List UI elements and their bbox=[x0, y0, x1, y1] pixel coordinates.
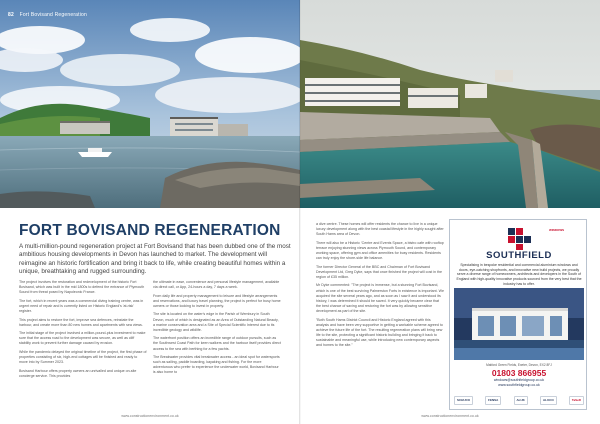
paragraph: a dive centre. These homes will offer residents the chance to live in a unique luxury development along with the best coastal lifestyle in the highly sought after South Hams area of Devon. bbox=[316, 222, 444, 237]
paragraph: The former Director General of the BBC and Chairman of Fort Bovisand Development Ltd, Greg Dyke, says that once finished the project will cost in the region of £35 million. bbox=[316, 264, 443, 279]
advert-tag: WINDOWS bbox=[549, 228, 565, 232]
paragraph: The Breakwater provides vital breakwater access - an ideal spot for watersports such as sailing, paddle boarding, kayaking and fishing. For the more adventurous who prefer to experience the underwater world, Bovisand Harbour is also home to bbox=[153, 355, 280, 375]
paragraph: The project involves the restoration and redevelopment of the historic Fort Bovisand, which was built in the mid 1800s to defend the entrance of Plymouth Sound from threat posed by Napoleonic France. bbox=[19, 280, 145, 295]
accreditation-logo: SCHUCO bbox=[454, 396, 473, 405]
advert-blurb: Specialising in bespoke residential and commercial aluminium windows and doors, eye-catching shopfronts, and innovative new build projects, we proudly serve a diverse range of homeowners, architects and developers in the South of England with high-quality innovative products sourced from the very best that the industry has to offer. bbox=[456, 263, 582, 286]
right-page bbox=[300, 0, 600, 424]
body-column-3 bbox=[316, 222, 444, 352]
section-name: Fort Bovisand Regeneration bbox=[19, 12, 88, 18]
accreditation-logo: FENSA bbox=[485, 396, 501, 405]
accreditation-logo: ALUCO bbox=[540, 396, 557, 405]
advert-address: Matford Green Fields, Exeter, Devon, EX2 8FJ bbox=[486, 363, 552, 367]
coastal-fort-photo bbox=[0, 0, 300, 208]
harbour-development-photo bbox=[300, 0, 600, 208]
advert-email[interactable]: windows@southfieldgroup.co.uk bbox=[493, 378, 545, 382]
paragraph: The fort, which in recent years was a commercial diving training centre, was in urgent need of repair and is currently listed on Historic England's 'at-risk' register. bbox=[19, 298, 144, 313]
article-intro: A multi-million-pound regeneration project at Fort Bovisand that has been dubbed one of the most ambitious housing developments in Devon has launched to market. The development will reimagine an historic fortification and bring it back to life, while creating beautiful homes within a unique, breathtaking and rugged surrounding. bbox=[19, 243, 291, 275]
article-title: FORT BOVISAND REGENERATION bbox=[19, 222, 281, 239]
paragraph: Mr Dyke commented: "The project is immense, but a stunning Fort Bovisand, which is one of the best surviving Palmerston Forts in existence is important. We acquired the site several years ago, and as soon as I saw it and understood its history, I was determined it should be saved. It very quickly became clear that the best chance of saving and restoring the fort was by allowing sensitive development as part of the site. bbox=[316, 283, 444, 313]
advert-website[interactable]: www.southfieldgroup.co.uk bbox=[498, 383, 540, 387]
southfield-advert[interactable] bbox=[449, 219, 587, 410]
paragraph: Bovisand Harbour offers property owners an unrivalled and unique on-site concierge service. This provides bbox=[19, 368, 137, 378]
footer-url-left[interactable]: www.constructionenvironment.co.uk bbox=[121, 414, 179, 418]
paragraph: There will also be a Historic 'Centre and Events Space, a bistro cafe with rooftop terrace enjoying stunning views across Plymouth Sound, and contemporary working space, offering gym and office amenities for busy residents. Residents can truly enjoy the shore-side life balance. bbox=[316, 240, 444, 261]
paragraph: "Both South Hams District Council and Historic England agreed with this analysis and have been very supportive in getting a workable scheme agreed to achieve the future life of the fort. The resulting regeneration plans will bring new life to the site, protecting a significant historic building and bringing it back to sustainable and meaningful use, while introducing new contemporary aspects and homes to the site." bbox=[316, 317, 443, 347]
advert-house-photo bbox=[454, 288, 584, 360]
paragraph: The waterfront position offers an incredible range of outdoor pursuits, such as the Southwest Coast Path for keen walkers and the harbour itself provides direct access to the sea with berthing for a few yachts. bbox=[153, 336, 281, 351]
accreditation-logos bbox=[454, 394, 584, 406]
advert-phone[interactable]: 01803 866955 bbox=[491, 368, 547, 378]
running-header bbox=[8, 12, 87, 18]
advert-brand: SOUTHFIELD bbox=[486, 250, 552, 261]
body-column-1 bbox=[19, 280, 147, 383]
paragraph: From daily life and property management to leisure and lifestyle arrangements and reservations, and luxury travel planning, the project is perfect for busy home owners or those looking to invest in property. bbox=[153, 293, 281, 308]
paragraph: This project aims to restore the fort, improve sea defences, reinstate the harbour, and create more than 80 new homes and apartments with sea views. bbox=[19, 317, 143, 327]
accreditation-logo: TaSeR bbox=[569, 396, 584, 405]
page-number: 82 bbox=[8, 12, 14, 18]
paragraph: While the pandemic delayed the original timeline of the project, the first phase of properties consisting of six, high-end cottages will be finished and ready to move into by Summer 2023. bbox=[19, 350, 147, 365]
accreditation-logo: ALUK bbox=[514, 396, 528, 405]
paragraph: the ultimate in ease, convenience and personal lifestyle management, available via direct call, or App, 24-hours a day, 7 days a week. bbox=[153, 280, 280, 290]
footer-url-right[interactable]: www.constructionenvironment.co.uk bbox=[421, 414, 479, 418]
paragraph: The initial stage of the project involved a million-pound-plus investment to make sure that the access road to the development was secure, as well as cliff stability work to prevent further damage caused by erosion. bbox=[19, 331, 146, 346]
spine-gutter bbox=[299, 0, 301, 424]
body-column-2 bbox=[153, 280, 281, 379]
paragraph: The site is located on the water's edge in the Parish of Wembury in South Devon, much of which is designated as an Area of Outstanding Natural Beauty, a marine conservation area and a Site of Special Scientific Interest due to its incredible geology and wildlife. bbox=[153, 312, 279, 332]
